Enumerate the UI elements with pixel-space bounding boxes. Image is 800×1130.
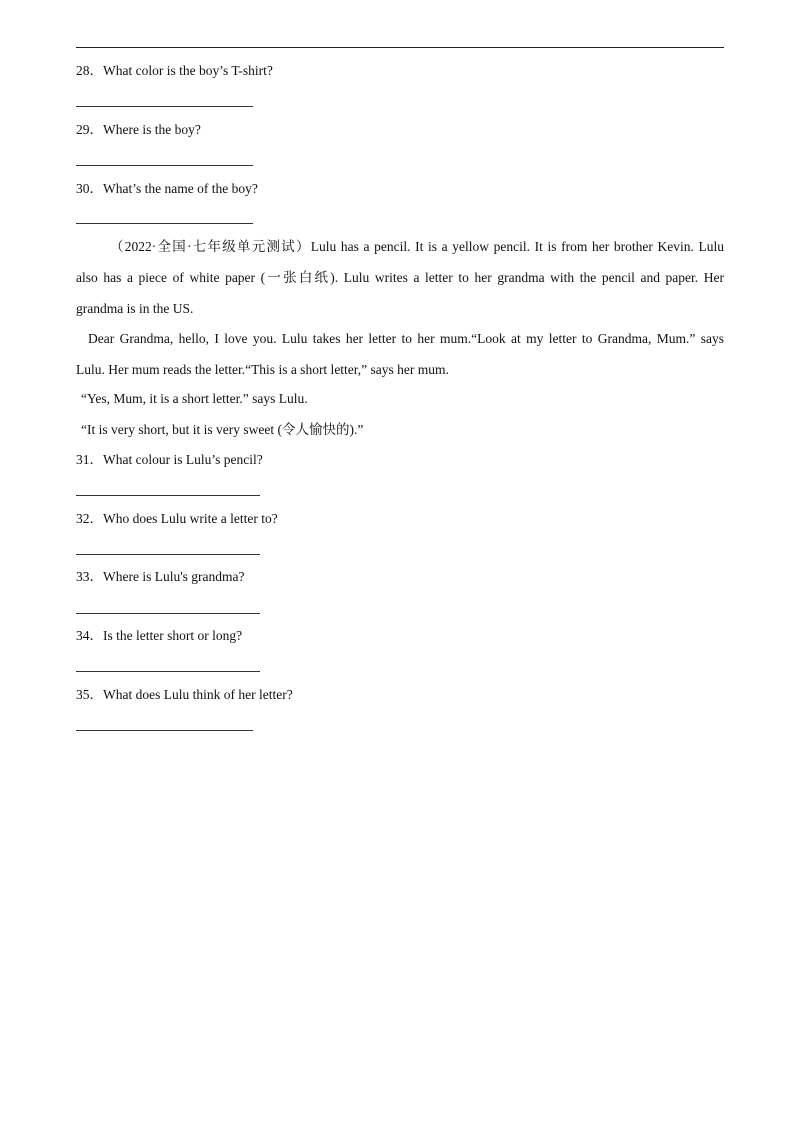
question-text: What’s the name of the boy? [103,181,258,196]
question-number: 29． [76,122,103,137]
passage-line: also has a piece of white paper (一张白纸). Lulu writes a letter to her grandma with the pencil and paper. Her [76,270,724,285]
question-text: Where is Lulu's grandma? [103,569,245,584]
question-32 [76,510,278,528]
question-34 [76,627,242,645]
question-31 [76,451,263,469]
passage-line: “It is very short, but it is very sweet (令人愉快的).” [81,422,364,437]
question-number: 35． [76,687,103,702]
question-30 [76,180,258,198]
answer-line-30[interactable] [76,223,253,224]
passage-line: （2022·全国·七年级单元测试）Lulu has a pencil. It is a yellow pencil. It is from her brother Kevin. Lulu [110,239,724,254]
passage-line: Dear Grandma, hello, I love you. Lulu takes her letter to her mum.“Look at my letter to Grandma, Mum.” says [88,331,724,346]
answer-line-35[interactable] [76,730,253,731]
passage-line: grandma is in the US. [76,301,194,316]
answer-line-29[interactable] [76,165,253,166]
answer-line-34[interactable] [76,671,260,672]
answer-line-31[interactable] [76,495,260,496]
question-number: 34． [76,628,103,643]
answer-line-28[interactable] [76,106,253,107]
passage-line: Lulu. Her mum reads the letter.“This is a short letter,” says her mum. [76,362,449,377]
answer-line-32[interactable] [76,554,260,555]
question-28 [76,62,273,80]
question-number: 32． [76,511,103,526]
question-33 [76,568,245,586]
question-number: 28． [76,63,103,78]
question-number: 33． [76,569,103,584]
header-rule [76,47,724,48]
answer-line-33[interactable] [76,613,260,614]
question-text: Is the letter short or long? [103,628,243,643]
passage-line: “Yes, Mum, it is a short letter.” says Lulu. [81,391,308,406]
question-29 [76,121,201,139]
question-text: Who does Lulu write a letter to? [103,511,278,526]
question-number: 31． [76,452,103,467]
question-text: Where is the boy? [103,122,201,137]
question-35 [76,686,293,704]
question-number: 30． [76,181,103,196]
question-text: What does Lulu think of her letter? [103,687,293,702]
question-text: What color is the boy’s T-shirt? [103,63,273,78]
question-text: What colour is Lulu’s pencil? [103,452,263,467]
